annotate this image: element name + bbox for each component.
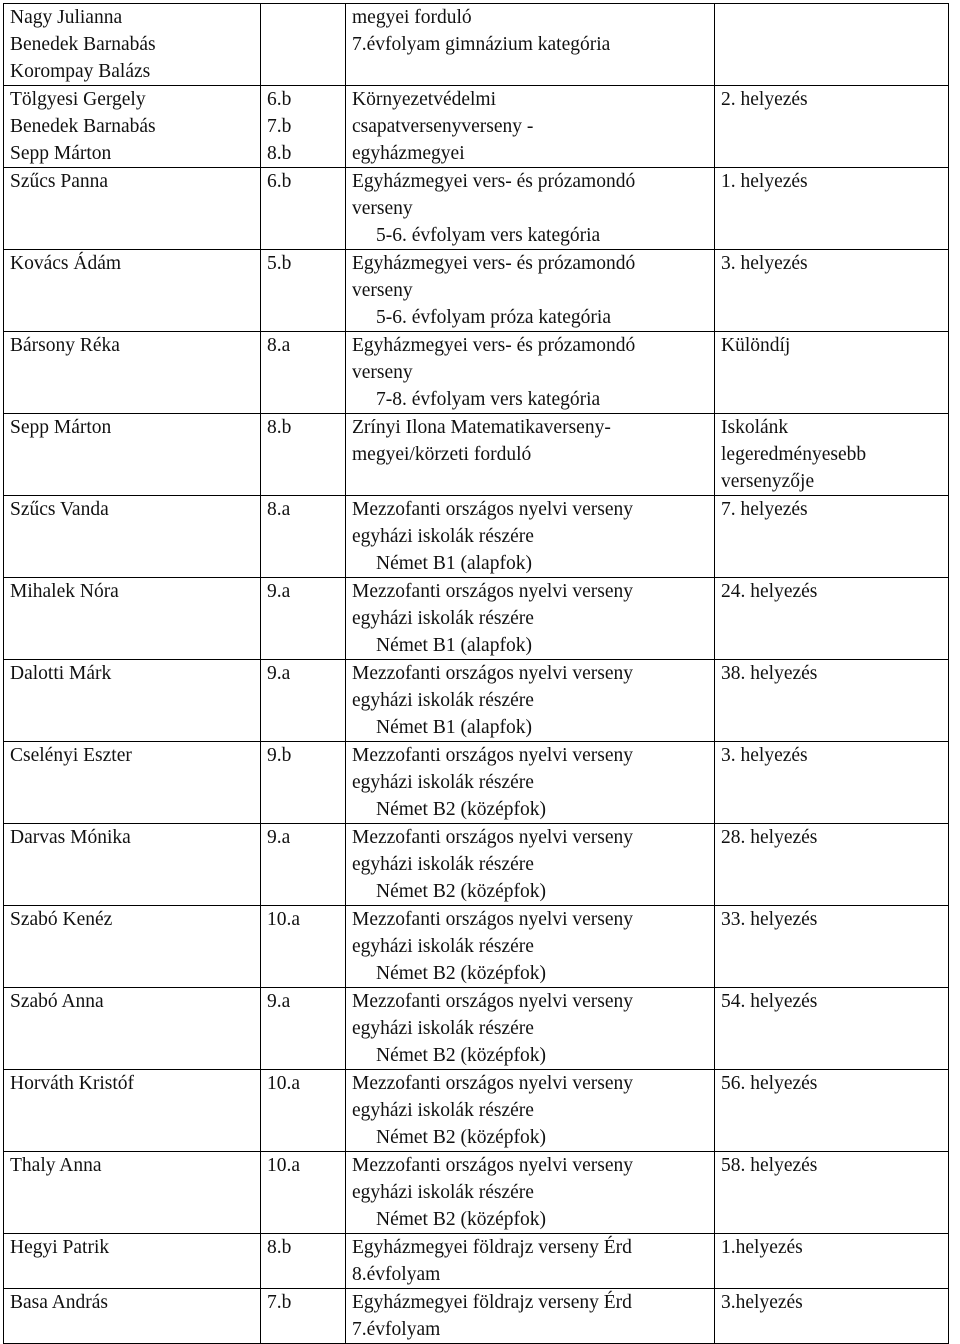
table-row bbox=[4, 1234, 949, 1289]
result-line: 56. helyezés bbox=[721, 1073, 818, 1094]
result-line: 38. helyezés bbox=[721, 663, 818, 684]
student-name: Darvas Mónika bbox=[10, 827, 131, 848]
student-name: Szűcs Panna bbox=[10, 171, 109, 192]
competition-line: 7.évfolyam bbox=[352, 1319, 441, 1340]
competition-line: egyházi iskolák részére bbox=[352, 690, 534, 711]
competition-cell bbox=[346, 414, 715, 496]
competition-cell bbox=[346, 742, 715, 824]
result-cell bbox=[715, 1070, 949, 1152]
class-label: 5.b bbox=[267, 253, 292, 274]
competition-cell bbox=[346, 824, 715, 906]
competition-cell bbox=[346, 332, 715, 414]
table-row bbox=[4, 824, 949, 906]
result-cell bbox=[715, 988, 949, 1070]
class-label: 9.a bbox=[267, 663, 291, 684]
student-name-cell bbox=[4, 86, 261, 168]
student-name-cell bbox=[4, 496, 261, 578]
competition-cell bbox=[346, 988, 715, 1070]
result-line: legeredményesebb bbox=[721, 444, 867, 465]
competition-line: 5-6. évfolyam vers kategória bbox=[376, 225, 601, 246]
result-line: 24. helyezés bbox=[721, 581, 818, 602]
result-cell bbox=[715, 250, 949, 332]
result-line: Iskolánk bbox=[721, 417, 789, 438]
competition-cell bbox=[346, 168, 715, 250]
result-cell bbox=[715, 906, 949, 988]
class-cell bbox=[261, 1070, 346, 1152]
table-row bbox=[4, 4, 949, 86]
class-label: 10.a bbox=[267, 1155, 301, 1176]
competition-line: egyházmegyei bbox=[352, 143, 465, 164]
student-name-cell bbox=[4, 250, 261, 332]
result-line: 3. helyezés bbox=[721, 253, 808, 274]
competition-results-table bbox=[3, 3, 949, 1344]
competition-line: Egyházmegyei földrajz verseny Érd bbox=[352, 1237, 632, 1258]
class-label: 9.a bbox=[267, 991, 291, 1012]
competition-line: 5-6. évfolyam próza kategória bbox=[376, 307, 611, 328]
class-cell bbox=[261, 578, 346, 660]
table-row bbox=[4, 1152, 949, 1234]
student-name: Horváth Kristóf bbox=[10, 1073, 135, 1094]
competition-line: Német B2 (középfok) bbox=[376, 1127, 547, 1148]
competition-cell bbox=[346, 578, 715, 660]
student-name-cell bbox=[4, 906, 261, 988]
competition-line: Német B2 (középfok) bbox=[376, 799, 547, 820]
class-cell bbox=[261, 4, 346, 86]
result-line: 3.helyezés bbox=[721, 1292, 803, 1313]
result-line: 54. helyezés bbox=[721, 991, 818, 1012]
result-cell bbox=[715, 496, 949, 578]
student-name: Sepp Márton bbox=[10, 143, 112, 164]
student-name: Sepp Márton bbox=[10, 417, 112, 438]
result-line: 1. helyezés bbox=[721, 171, 808, 192]
class-cell bbox=[261, 824, 346, 906]
competition-line: egyházi iskolák részére bbox=[352, 608, 534, 629]
competition-cell bbox=[346, 1070, 715, 1152]
student-name: Thaly Anna bbox=[10, 1155, 102, 1176]
result-cell bbox=[715, 1289, 949, 1344]
result-line: Különdíj bbox=[721, 335, 791, 356]
class-cell bbox=[261, 660, 346, 742]
competition-line: egyházi iskolák részére bbox=[352, 1100, 534, 1121]
student-name-cell bbox=[4, 1289, 261, 1344]
class-label: 8.a bbox=[267, 335, 291, 356]
student-name: Szűcs Vanda bbox=[10, 499, 109, 520]
student-name: Dalotti Márk bbox=[10, 663, 112, 684]
result-line: 58. helyezés bbox=[721, 1155, 818, 1176]
table-row bbox=[4, 660, 949, 742]
student-name: Szabó Kenéz bbox=[10, 909, 113, 930]
competition-cell bbox=[346, 1234, 715, 1289]
class-label: 8.b bbox=[267, 417, 292, 438]
competition-cell bbox=[346, 1289, 715, 1344]
competition-cell bbox=[346, 906, 715, 988]
class-cell bbox=[261, 414, 346, 496]
competition-line: Mezzofanti országos nyelvi verseny bbox=[352, 581, 634, 602]
table-row bbox=[4, 742, 949, 824]
class-cell bbox=[261, 1234, 346, 1289]
competition-line: Mezzofanti országos nyelvi verseny bbox=[352, 909, 634, 930]
student-name-cell bbox=[4, 1152, 261, 1234]
competition-line: Egyházmegyei vers- és prózamondó bbox=[352, 253, 636, 274]
table-row bbox=[4, 906, 949, 988]
table-row bbox=[4, 496, 949, 578]
student-name: Benedek Barnabás bbox=[10, 116, 156, 137]
class-cell bbox=[261, 496, 346, 578]
class-cell bbox=[261, 988, 346, 1070]
class-cell bbox=[261, 1289, 346, 1344]
class-label: 8.b bbox=[267, 143, 292, 164]
table-row bbox=[4, 578, 949, 660]
competition-line: Egyházmegyei vers- és prózamondó bbox=[352, 335, 636, 356]
class-label: 8.b bbox=[267, 1237, 292, 1258]
result-cell bbox=[715, 86, 949, 168]
result-cell bbox=[715, 1152, 949, 1234]
competition-line: Német B2 (középfok) bbox=[376, 963, 547, 984]
table-row bbox=[4, 168, 949, 250]
student-name: Basa András bbox=[10, 1292, 109, 1313]
result-cell bbox=[715, 578, 949, 660]
class-label: 9.a bbox=[267, 827, 291, 848]
competition-cell bbox=[346, 660, 715, 742]
competition-line: verseny bbox=[352, 362, 413, 383]
table-row bbox=[4, 250, 949, 332]
class-label: 6.b bbox=[267, 171, 292, 192]
competition-line: csapatversenyverseny - bbox=[352, 116, 534, 137]
student-name-cell bbox=[4, 1070, 261, 1152]
competition-line: 7-8. évfolyam vers kategória bbox=[376, 389, 601, 410]
result-line: versenyzője bbox=[721, 471, 815, 492]
competition-line: Mezzofanti országos nyelvi verseny bbox=[352, 827, 634, 848]
table-row bbox=[4, 332, 949, 414]
competition-cell bbox=[346, 496, 715, 578]
student-name: Hegyi Patrik bbox=[10, 1237, 110, 1258]
result-line: 1.helyezés bbox=[721, 1237, 803, 1258]
class-cell bbox=[261, 168, 346, 250]
result-cell bbox=[715, 168, 949, 250]
student-name-cell bbox=[4, 824, 261, 906]
competition-line: Német B2 (középfok) bbox=[376, 881, 547, 902]
student-name-cell bbox=[4, 578, 261, 660]
class-label: 7.b bbox=[267, 1292, 292, 1313]
competition-line: Mezzofanti országos nyelvi verseny bbox=[352, 1073, 634, 1094]
result-cell bbox=[715, 414, 949, 496]
competition-line: 8.évfolyam bbox=[352, 1264, 441, 1285]
student-name-cell bbox=[4, 1234, 261, 1289]
student-name-cell bbox=[4, 4, 261, 86]
competition-cell bbox=[346, 4, 715, 86]
class-cell bbox=[261, 332, 346, 414]
result-cell bbox=[715, 660, 949, 742]
competition-line: Német B1 (alapfok) bbox=[376, 553, 532, 574]
class-cell bbox=[261, 742, 346, 824]
table-row bbox=[4, 86, 949, 168]
result-cell bbox=[715, 1234, 949, 1289]
competition-line: Német B2 (középfok) bbox=[376, 1209, 547, 1230]
competition-line: egyházi iskolák részére bbox=[352, 526, 534, 547]
competition-line: egyházi iskolák részére bbox=[352, 936, 534, 957]
result-line: 3. helyezés bbox=[721, 745, 808, 766]
result-line: 7. helyezés bbox=[721, 499, 808, 520]
class-label: 9.b bbox=[267, 745, 292, 766]
class-label: 9.a bbox=[267, 581, 291, 602]
competition-cell bbox=[346, 86, 715, 168]
table-row bbox=[4, 1289, 949, 1344]
competition-line: Német B1 (alapfok) bbox=[376, 635, 532, 656]
class-cell bbox=[261, 1152, 346, 1234]
result-cell bbox=[715, 4, 949, 86]
competition-line: Egyházmegyei földrajz verseny Érd bbox=[352, 1292, 632, 1313]
competition-line: Zrínyi Ilona Matematikaverseny- bbox=[352, 417, 611, 438]
competition-line: egyházi iskolák részére bbox=[352, 1018, 534, 1039]
competition-line: Mezzofanti országos nyelvi verseny bbox=[352, 991, 634, 1012]
class-label: 7.b bbox=[267, 116, 292, 137]
student-name: Korompay Balázs bbox=[10, 61, 151, 82]
student-name: Szabó Anna bbox=[10, 991, 104, 1012]
class-label: 10.a bbox=[267, 909, 301, 930]
student-name: Mihalek Nóra bbox=[10, 581, 119, 602]
competition-line: Egyházmegyei vers- és prózamondó bbox=[352, 171, 636, 192]
class-cell bbox=[261, 906, 346, 988]
competition-line: Mezzofanti országos nyelvi verseny bbox=[352, 745, 634, 766]
table-row bbox=[4, 1070, 949, 1152]
student-name-cell bbox=[4, 332, 261, 414]
competition-line: Mezzofanti országos nyelvi verseny bbox=[352, 499, 634, 520]
result-cell bbox=[715, 824, 949, 906]
competition-line: egyházi iskolák részére bbox=[352, 772, 534, 793]
competition-line: Környezetvédelmi bbox=[352, 89, 497, 110]
student-name: Bársony Réka bbox=[10, 335, 120, 356]
competition-line: Mezzofanti országos nyelvi verseny bbox=[352, 663, 634, 684]
competition-line: 7.évfolyam gimnázium kategória bbox=[352, 34, 611, 55]
result-line: 33. helyezés bbox=[721, 909, 818, 930]
class-cell bbox=[261, 250, 346, 332]
student-name: Benedek Barnabás bbox=[10, 34, 156, 55]
student-name-cell bbox=[4, 414, 261, 496]
student-name: Nagy Julianna bbox=[10, 7, 123, 28]
competition-line: Mezzofanti országos nyelvi verseny bbox=[352, 1155, 634, 1176]
student-name-cell bbox=[4, 168, 261, 250]
competition-line: verseny bbox=[352, 198, 413, 219]
result-cell bbox=[715, 332, 949, 414]
student-name-cell bbox=[4, 742, 261, 824]
competition-line: megyei/körzeti forduló bbox=[352, 444, 532, 465]
competition-cell bbox=[346, 250, 715, 332]
class-label: 8.a bbox=[267, 499, 291, 520]
class-label: 10.a bbox=[267, 1073, 301, 1094]
result-line: 28. helyezés bbox=[721, 827, 818, 848]
student-name-cell bbox=[4, 660, 261, 742]
table-row bbox=[4, 414, 949, 496]
class-cell bbox=[261, 86, 346, 168]
student-name-cell bbox=[4, 988, 261, 1070]
competition-line: egyházi iskolák részére bbox=[352, 1182, 534, 1203]
results-table-body bbox=[4, 4, 949, 1344]
student-name: Kovács Ádám bbox=[10, 253, 122, 274]
competition-line: Német B2 (középfok) bbox=[376, 1045, 547, 1066]
competition-line: Német B1 (alapfok) bbox=[376, 717, 532, 738]
competition-line: verseny bbox=[352, 280, 413, 301]
result-line: 2. helyezés bbox=[721, 89, 808, 110]
table-row bbox=[4, 988, 949, 1070]
competition-line: egyházi iskolák részére bbox=[352, 854, 534, 875]
class-label: 6.b bbox=[267, 89, 292, 110]
competition-cell bbox=[346, 1152, 715, 1234]
student-name: Cselényi Eszter bbox=[10, 745, 132, 766]
competition-line: megyei forduló bbox=[352, 7, 472, 28]
result-cell bbox=[715, 742, 949, 824]
student-name: Tölgyesi Gergely bbox=[10, 89, 146, 110]
